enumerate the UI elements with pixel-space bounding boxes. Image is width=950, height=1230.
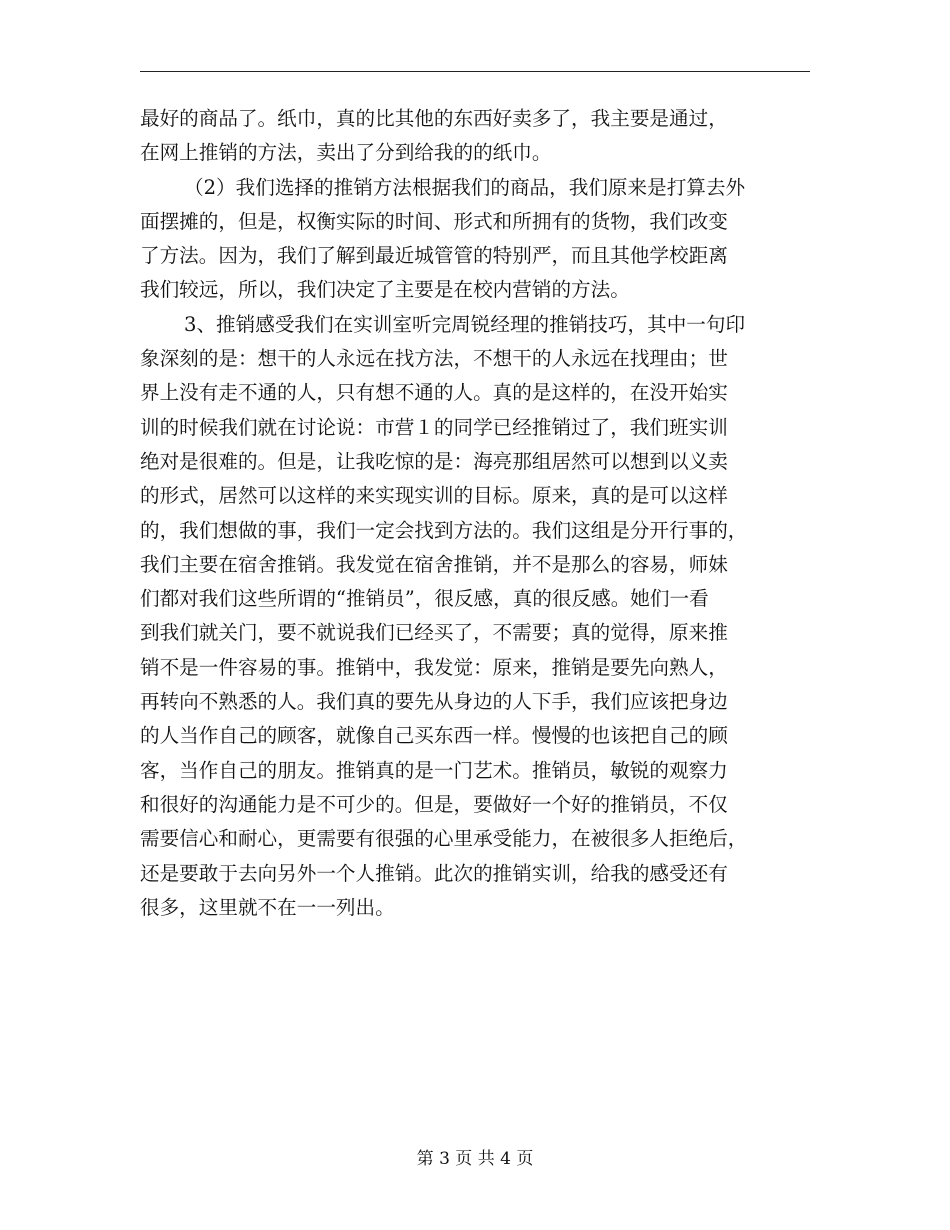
text-line: 界上没有走不通的人，只有想不通的人。真的是这样的，在没开始实 bbox=[140, 381, 728, 405]
text-line: 的形式，居然可以这样的来实现实训的目标。原来，真的是可以这样 bbox=[140, 484, 728, 508]
text-line: 需要信心和耐心，更需要有很强的心里承受能力，在被很多人拒绝后， bbox=[140, 827, 748, 851]
text-line: 再转向不熟悉的人。我们真的要先从身边的人下手，我们应该把身边 bbox=[140, 690, 728, 714]
header-rule bbox=[140, 71, 810, 72]
page-number-footer: 第 3 页 共 4 页 bbox=[416, 1149, 534, 1169]
paragraph bbox=[140, 171, 812, 308]
text-line: 训的时候我们就在讨论说：市营１的同学已经推销过了，我们班实训 bbox=[140, 415, 728, 439]
text-line: 我们主要在宿舍推销。我发觉在宿舍推销，并不是那么的容易，师妹 bbox=[140, 552, 728, 576]
text-line: 象深刻的是：想干的人永远在找方法，不想干的人永远在找理由；世 bbox=[140, 347, 728, 371]
text-line: 还是要敢于去向另外一个人推销。此次的推销实训，给我的感受还有 bbox=[140, 861, 728, 885]
text-line: 3、推销感受我们在实训室听完周锐经理的推销技巧，其中一句印 bbox=[184, 312, 746, 336]
text-line: 销不是一件容易的事。推销中，我发觉：原来，推销是要先向熟人， bbox=[140, 655, 728, 679]
text-line: 最好的商品了。纸巾，真的比其他的东西好卖多了，我主要是通过， bbox=[140, 107, 728, 130]
text-line: 面摆摊的，但是，权衡实际的时间、形式和所拥有的货物，我们改变 bbox=[140, 209, 728, 233]
text-line: 和很好的沟通能力是不可少的。但是，要做好一个好的推销员，不仅 bbox=[140, 792, 728, 816]
text-line: 很多，这里就不在一一列出。 bbox=[140, 895, 395, 919]
text-line: 的人当作自己的顾客，就像自己买东西一样。慢慢的也该把自己的顾 bbox=[140, 724, 728, 748]
paragraph bbox=[140, 308, 812, 925]
paragraph bbox=[140, 102, 812, 171]
text-line: 我们较远，所以，我们决定了主要是在校内营销的方法。 bbox=[140, 278, 630, 302]
document-body bbox=[140, 102, 812, 925]
text-line: 在网上推销的方法，卖出了分到给我的的纸巾。 bbox=[140, 141, 552, 165]
text-line: 到我们就关门，要不就说我们已经买了，不需要；真的觉得，原来推 bbox=[140, 621, 728, 645]
text-line: （2）我们选择的推销方法根据我们的商品，我们原来是打算去外 bbox=[184, 175, 746, 199]
text-line: 客，当作自己的朋友。推销真的是一门艺术。推销员，敏锐的观察力 bbox=[140, 758, 728, 782]
text-line: 的，我们想做的事，我们一定会找到方法的。我们这组是分开行事的， bbox=[140, 518, 748, 542]
text-line: 绝对是很难的。但是，让我吃惊的是：海亮那组居然可以想到以义卖 bbox=[140, 449, 728, 473]
text-line: 了方法。因为，我们了解到最近城管管的特别严，而且其他学校距离 bbox=[140, 244, 728, 268]
text-line: 们都对我们这些所谓的“推销员”，很反感，真的很反感。她们一看 bbox=[140, 587, 709, 611]
